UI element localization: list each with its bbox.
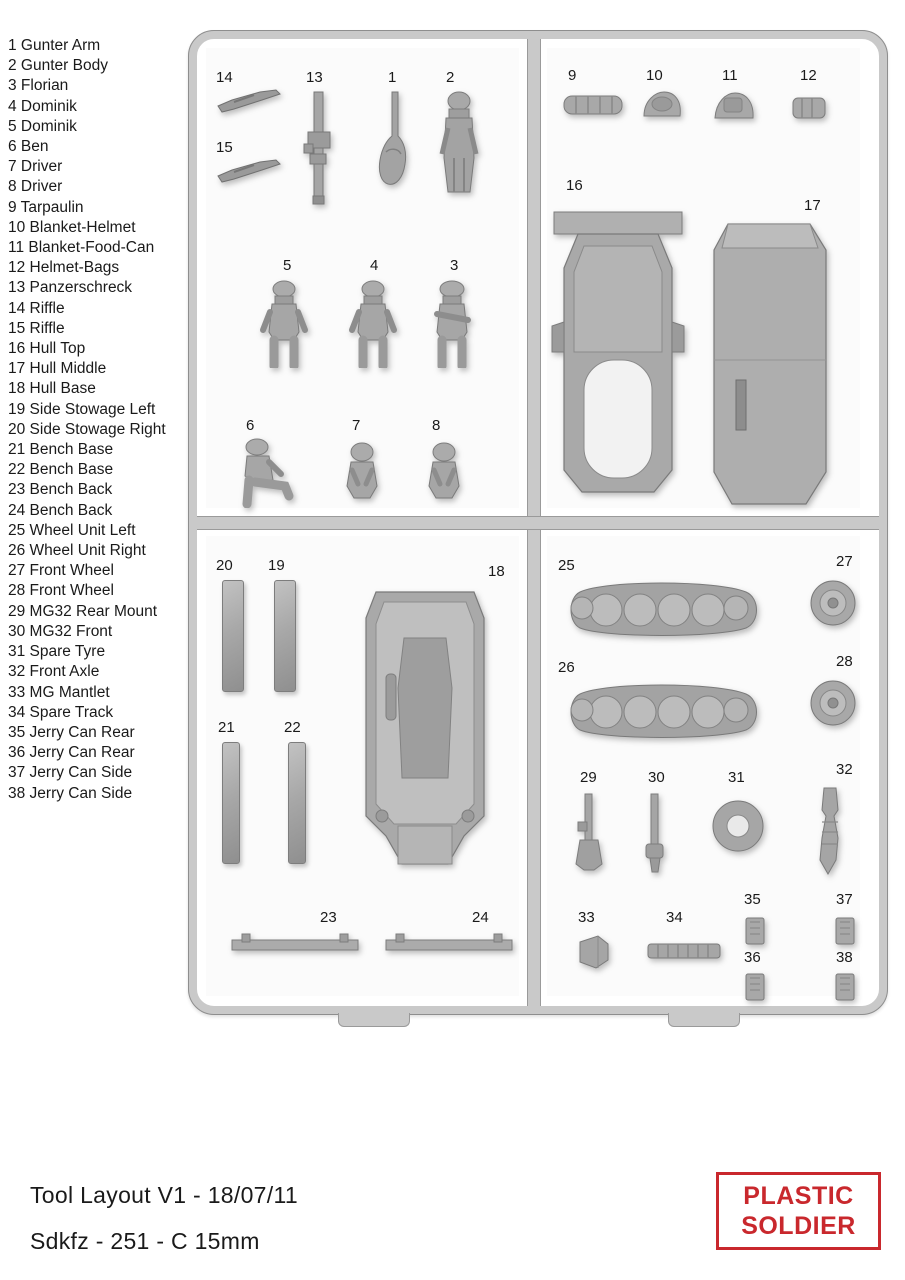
part-front-axle-32 [810, 786, 850, 878]
list-item: 19 Side Stowage Left [8, 400, 156, 418]
part-tarpaulin-9 [560, 88, 630, 122]
part-number-12: 12 [800, 67, 817, 84]
list-item: 37 Jerry Can Side [8, 764, 133, 782]
part-hull-middle-17 [706, 220, 834, 510]
part-number-18: 18 [488, 563, 505, 580]
part-driver-8 [420, 440, 468, 502]
part-jerry-can-rear-36 [742, 970, 768, 1002]
part-helmet-bags-12 [788, 90, 832, 124]
part-hull-top-16 [548, 202, 688, 502]
part-number-25: 25 [558, 557, 575, 574]
part-number-11: 11 [722, 67, 738, 84]
part-bench-base-21 [222, 742, 240, 864]
part-bench-back-24 [384, 932, 514, 956]
part-number-13: 13 [306, 69, 323, 86]
part-number-34: 34 [666, 909, 683, 926]
list-item: 7 Driver [8, 158, 63, 176]
part-mg32-front-30 [640, 792, 670, 874]
part-number-8: 8 [432, 417, 441, 434]
sprue-diagram [188, 30, 888, 1015]
parts-list [8, 36, 188, 804]
list-item: 10 Blanket-Helmet [8, 218, 136, 236]
list-item: 38 Jerry Can Side [8, 784, 133, 802]
list-item: 2 Gunter Body [8, 57, 108, 75]
list-item: 29 MG32 Rear Mount [8, 602, 158, 620]
part-number-30: 30 [648, 769, 665, 786]
part-number-37: 37 [836, 891, 853, 908]
list-item: 22 Bench Base [8, 461, 114, 479]
list-item: 5 Dominik [8, 117, 77, 135]
list-item: 12 Helmet-Bags [8, 259, 120, 277]
part-gunter-body-2 [436, 88, 482, 198]
list-item: 27 Front Wheel [8, 562, 114, 580]
part-number-23: 23 [320, 909, 337, 926]
list-item: 24 Bench Back [8, 501, 113, 519]
part-florian-3 [424, 278, 482, 368]
part-number-9: 9 [568, 67, 577, 84]
part-wheel-unit-left-25 [566, 578, 764, 640]
list-item: 36 Jerry Can Rear [8, 744, 135, 762]
part-number-36: 36 [744, 949, 761, 966]
part-mg-mantlet-33 [574, 932, 616, 972]
list-item: 17 Hull Middle [8, 360, 107, 378]
list-item: 31 Spare Tyre [8, 643, 106, 661]
part-number-14: 14 [216, 69, 233, 86]
part-jerry-can-rear-35 [742, 914, 768, 946]
list-item: 35 Jerry Can Rear [8, 723, 135, 741]
part-number-35: 35 [744, 891, 761, 908]
part-dominik-5 [256, 278, 314, 368]
logo-line-2: SOLDIER [741, 1212, 856, 1240]
list-item: 6 Ben [8, 138, 49, 156]
part-number-10: 10 [646, 67, 663, 84]
part-gunter-arm-1 [374, 90, 414, 200]
part-number-21: 21 [218, 719, 235, 736]
part-number-15: 15 [216, 139, 233, 156]
part-number-4: 4 [370, 257, 379, 274]
list-item: 34 Spare Track [8, 703, 114, 721]
footer-title: Tool Layout V1 - 18/07/11 [30, 1182, 298, 1208]
part-bench-base-22 [288, 742, 306, 864]
part-side-stowage-right-20 [222, 580, 244, 692]
part-number-3: 3 [450, 257, 459, 274]
list-item: 1 Gunter Arm [8, 37, 101, 54]
part-number-19: 19 [268, 557, 285, 574]
part-number-24: 24 [472, 909, 489, 926]
part-mg32-rear-mount-29 [572, 792, 606, 874]
part-blanket-food-can-11 [710, 88, 758, 126]
list-item: 8 Driver [8, 178, 63, 196]
part-number-29: 29 [580, 769, 597, 786]
list-item: 32 Front Axle [8, 663, 100, 681]
list-item: 15 Riffle [8, 319, 65, 337]
list-item: 9 Tarpaulin [8, 198, 84, 216]
part-hull-base-18 [356, 578, 496, 878]
list-item: 21 Bench Base [8, 441, 114, 459]
part-number-16: 16 [566, 177, 583, 194]
part-riffle-14 [214, 88, 284, 114]
list-item: 30 MG32 Front [8, 622, 113, 640]
part-jerry-can-side-37 [832, 914, 858, 946]
part-number-32: 32 [836, 761, 853, 778]
part-number-26: 26 [558, 659, 575, 676]
part-side-stowage-left-19 [274, 580, 296, 692]
part-driver-7 [338, 440, 386, 502]
list-item: 33 MG Mantlet [8, 683, 110, 701]
list-item: 18 Hull Base [8, 380, 96, 398]
part-number-20: 20 [216, 557, 233, 574]
part-jerry-can-side-38 [832, 970, 858, 1002]
part-spare-tyre-31 [710, 798, 766, 854]
plastic-soldier-logo [716, 1172, 881, 1250]
part-front-wheel-28 [808, 678, 858, 728]
list-item: 14 Riffle [8, 299, 65, 317]
part-number-7: 7 [352, 417, 361, 434]
sprue-horizontal-bar [197, 516, 879, 530]
list-item: 20 Side Stowage Right [8, 420, 166, 438]
part-number-27: 27 [836, 553, 853, 570]
part-number-17: 17 [804, 197, 821, 214]
list-item: 11 Blanket-Food-Can [8, 239, 155, 257]
list-item: 23 Bench Back [8, 481, 113, 499]
part-spare-track-34 [646, 938, 722, 966]
part-number-1: 1 [388, 69, 397, 86]
part-ben-6 [233, 436, 299, 508]
list-item: 13 Panzerschreck [8, 279, 133, 297]
part-number-31: 31 [728, 769, 745, 786]
part-wheel-unit-right-26 [566, 680, 764, 742]
part-number-2: 2 [446, 69, 455, 86]
list-item: 3 Florian [8, 77, 69, 95]
part-panzerschreck-13 [300, 88, 336, 208]
list-item: 26 Wheel Unit Right [8, 542, 146, 560]
sprue-foot [668, 1013, 740, 1027]
sprue-foot [338, 1013, 410, 1027]
part-dominik-4 [345, 278, 403, 368]
part-front-wheel-27 [808, 578, 858, 628]
part-bench-back-23 [230, 932, 360, 956]
part-number-38: 38 [836, 949, 853, 966]
part-blanket-helmet-10 [638, 88, 686, 126]
part-number-6: 6 [246, 417, 255, 434]
part-number-28: 28 [836, 653, 853, 670]
part-riffle-15 [214, 158, 284, 184]
logo-line-1: PLASTIC [743, 1182, 854, 1210]
list-item: 28 Front Wheel [8, 582, 114, 600]
list-item: 16 Hull Top [8, 340, 86, 358]
part-number-33: 33 [578, 909, 595, 926]
footer-subtitle: Sdkfz - 251 - C 15mm [30, 1228, 260, 1254]
list-item: 25 Wheel Unit Left [8, 521, 136, 539]
part-number-22: 22 [284, 719, 301, 736]
list-item: 4 Dominik [8, 97, 77, 115]
part-number-5: 5 [283, 257, 292, 274]
